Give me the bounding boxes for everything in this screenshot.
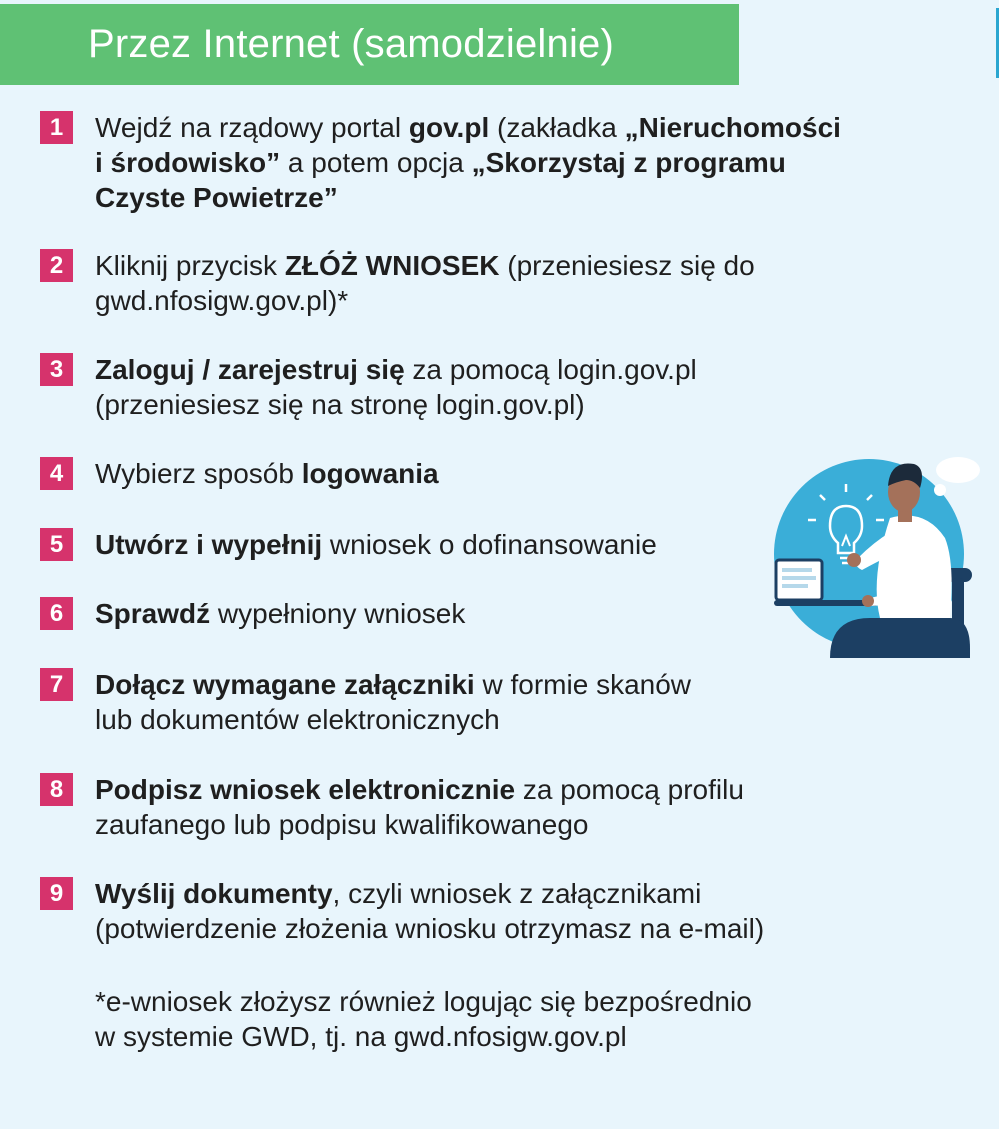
- step-number-badge: 7: [40, 668, 73, 701]
- step-text: Sprawdź wypełniony wniosek: [95, 598, 466, 629]
- footnote: [95, 984, 752, 1054]
- step-number-badge: 4: [40, 457, 73, 490]
- footnote-line-2: w systemie GWD, tj. na gwd.nfosigw.gov.pl: [95, 1021, 627, 1052]
- page-title: Przez Internet (samodzielnie): [88, 22, 615, 66]
- step-number-badge: 6: [40, 597, 73, 630]
- step-text: Podpisz wniosek elektronicznie za pomocą profilu zaufanego lub podpisu kwalifikowanego: [95, 774, 744, 840]
- step-9: [40, 876, 764, 946]
- step-7: [40, 667, 691, 737]
- step-text: Wejdź na rządowy portal gov.pl (zakładka „Nieruchomości i środowisko” a potem opcja „Skorzystaj z programu Czyste Powietrze”: [95, 112, 841, 213]
- step-number-badge: 2: [40, 249, 73, 282]
- step-1: [40, 110, 841, 215]
- step-text: Wybierz sposób logowania: [95, 458, 439, 489]
- title-banner: [0, 4, 739, 85]
- step-number-badge: 9: [40, 877, 73, 910]
- step-2: [40, 248, 755, 318]
- step-5: [40, 527, 657, 562]
- step-text: Kliknij przycisk ZŁÓŻ WNIOSEK (przeniesiesz się do gwd.nfosigw.gov.pl)*: [95, 250, 755, 316]
- step-3: [40, 352, 697, 422]
- person-with-lightbulb-at-laptop-icon: [770, 448, 999, 658]
- step-text: Zaloguj / zarejestruj się za pomocą login.gov.pl (przeniesiesz się na stronę login.gov.pl): [95, 354, 697, 420]
- step-text: Utwórz i wypełnij wniosek o dofinansowanie: [95, 529, 657, 560]
- step-text: Dołącz wymagane załączniki w formie skanów lub dokumentów elektronicznych: [95, 669, 692, 735]
- footnote-line-1: *e-wniosek złożysz również logując się bezpośrednio: [95, 986, 752, 1017]
- step-number-badge: 1: [40, 111, 73, 144]
- step-8: [40, 772, 744, 842]
- step-6: [40, 596, 465, 631]
- step-number-badge: 5: [40, 528, 73, 561]
- step-number-badge: 3: [40, 353, 73, 386]
- step-4: [40, 456, 439, 491]
- step-number-badge: 8: [40, 773, 73, 806]
- step-text: Wyślij dokumenty, czyli wniosek z załącznikami (potwierdzenie złożenia wniosku otrzymasz na e-mail): [95, 878, 765, 944]
